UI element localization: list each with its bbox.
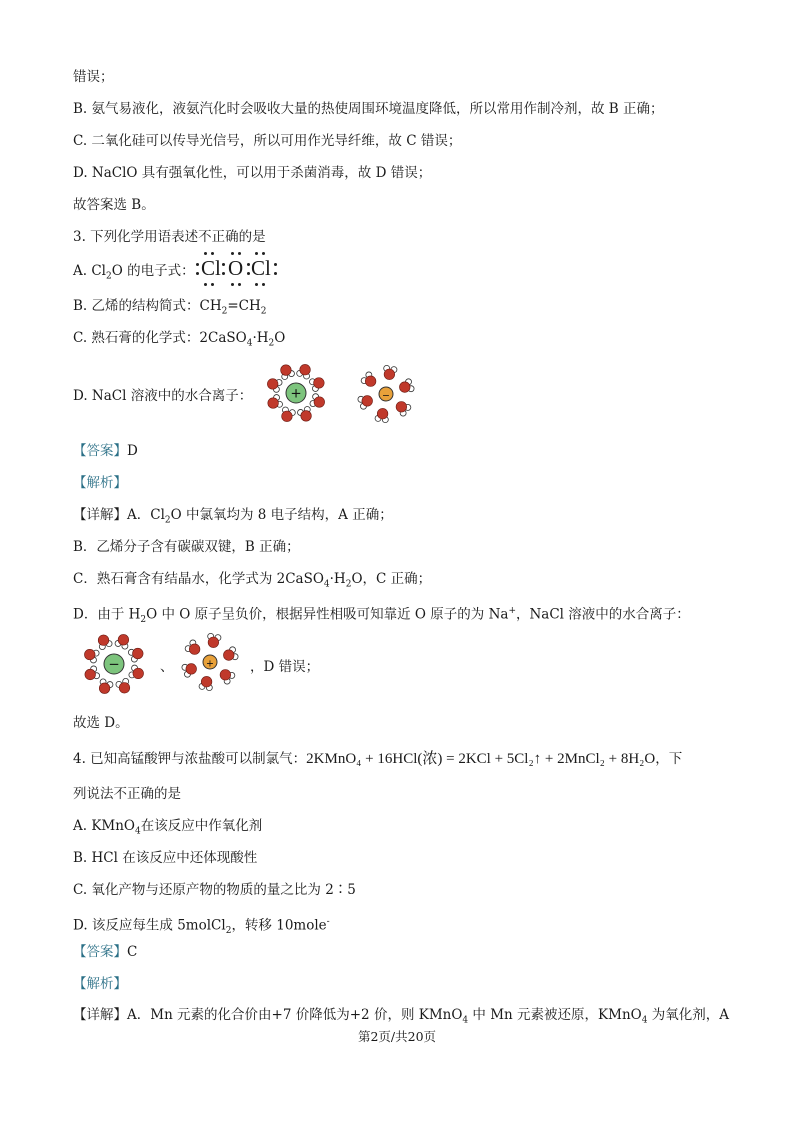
oxygen-atom	[314, 378, 325, 389]
oxygen-atom	[99, 683, 110, 694]
q3-detail-b: B．乙烯分子含有碳碳双键，B 正确；	[73, 539, 300, 555]
hydrated-anion-diagram	[352, 362, 422, 426]
line-option-b: B. 氨气易液化，液氨汽化时会吸收大量的热使周围环境温度降低，所以常用作制冷剂，故 B 正确；	[73, 101, 664, 117]
q4-option-c: C. 氧化产物与还原产物的物质的量之比为 2∶5	[73, 882, 356, 898]
q4-option-d: D. 该反应每生成 5molCl$_2$，转移 10mole-	[73, 917, 330, 937]
q3-detail-a: 【详解】A．$Cl_2O$ 中氯氧均为 8 电子结构，A 正确；	[73, 507, 393, 526]
ion-sign: −	[382, 390, 390, 402]
oxygen-atom	[268, 398, 279, 409]
oxygen-atom	[133, 668, 144, 679]
oxygen-atom	[399, 382, 410, 393]
hydrated-cation-orange-diagram	[176, 630, 250, 694]
oxygen-atom	[314, 397, 325, 408]
oxygen-atom	[84, 649, 95, 660]
oxygen-atom	[396, 401, 407, 412]
q3-detail-d: D．由于 $H_2O$ 中 O 原子呈负价，根据异性相吸可知靠近 O 原子的为 Na+，NaCl 溶液中的水合离子：	[73, 606, 690, 626]
oxygen-atom	[132, 648, 143, 659]
lewis-cl-left: Cl	[201, 256, 221, 280]
oxygen-atom	[384, 369, 395, 380]
q3-conclusion: 故选 D。	[73, 715, 129, 731]
hydrated-anion-green-diagram	[74, 628, 156, 700]
q3-detail-c: C．熟石膏含有结晶水，化学式为 $2CaSO_4\cdot H_2O$，C 正确；	[73, 571, 432, 590]
q3-answer: 【答案】D	[73, 443, 138, 459]
question-3-title: 3. 下列化学用语表述不正确的是	[73, 229, 266, 245]
oxygen-atom	[365, 376, 376, 387]
q3-detail-d-end: ，D 错误；	[250, 659, 320, 675]
oxygen-atom	[377, 408, 388, 419]
hydrated-cation-diagram	[262, 360, 342, 430]
oxygen-atom	[301, 411, 312, 422]
line-option-c: C. 二氧化硅可以传导光信号，所以可用作光导纤维，故 C 错误；	[73, 133, 462, 149]
q4-analysis-tag: 【解析】	[73, 976, 127, 992]
oxygen-atom	[223, 650, 234, 661]
oxygen-atom	[208, 637, 219, 648]
question-4-title-cont: 列说法不正确的是	[73, 786, 181, 802]
oxygen-atom	[119, 682, 130, 693]
question-4-title: 4. 已知高锰酸钾与浓盐酸可以制氯气：2KMnO₄ + 16HCl(浓) = 2KCl + 5Cl₂↑ + 2MnCl₂ + 8H₂O，下	[73, 751, 683, 767]
oxygen-atom	[282, 411, 293, 422]
oxygen-atom	[186, 664, 197, 675]
line-error-tail: 错误；	[73, 69, 114, 85]
separator-comma: 、	[160, 659, 174, 675]
lewis-o: O	[228, 256, 244, 280]
q4-detail-a: 【详解】A．Mn 元素的化合价由+7 价降低为+2 价，则 KMnO$_4$ 中 Mn 元素被还原，KMnO$_4$ 为氧化剂，A	[73, 1007, 729, 1026]
q3-option-d: D. NaCl 溶液中的水合离子：	[73, 388, 253, 404]
q4-answer: 【答案】C	[73, 944, 138, 960]
oxygen-atom	[267, 379, 278, 390]
q4-option-b: B. HCl 在该反应中还体现酸性	[73, 850, 258, 866]
oxygen-atom	[300, 364, 311, 375]
line-option-d: D. NaClO 具有强氧化性，可以用于杀菌消毒，故 D 错误；	[73, 165, 432, 181]
oxygen-atom	[118, 634, 129, 645]
oxygen-atom	[201, 676, 212, 687]
oxygen-atom	[98, 635, 109, 646]
q3-option-a: A. $Cl_2O$ 的电子式：	[73, 263, 195, 282]
q3-analysis-tag: 【解析】	[73, 475, 127, 491]
lewis-cl-right: Cl	[251, 256, 271, 280]
ion-sign: −	[108, 656, 120, 673]
q3-option-c: C. 熟石膏的化学式：$2CaSO_4\cdot H_2O$	[73, 330, 286, 349]
line-answer-b: 故答案选 B。	[73, 197, 155, 213]
page-footer: 第2页/共20页	[357, 1029, 437, 1044]
oxygen-atom	[362, 396, 373, 407]
reaction-equation: 2KMnO₄ + 16HCl(浓) = 2KCl + 5Cl₂↑ + 2MnCl₂ + 8H₂O	[306, 751, 656, 767]
q3-option-b: B. 乙烯的结构简式：$CH_2=CH_2$	[73, 298, 267, 317]
oxygen-atom	[189, 644, 200, 655]
oxygen-atom	[220, 669, 231, 680]
oxygen-atom	[85, 669, 96, 680]
ion-sign: +	[206, 658, 214, 670]
ion-sign: +	[290, 385, 302, 402]
q4-option-a: A. KMnO$_4$在该反应中作氧化剂	[73, 818, 263, 837]
oxygen-atom	[281, 365, 292, 376]
